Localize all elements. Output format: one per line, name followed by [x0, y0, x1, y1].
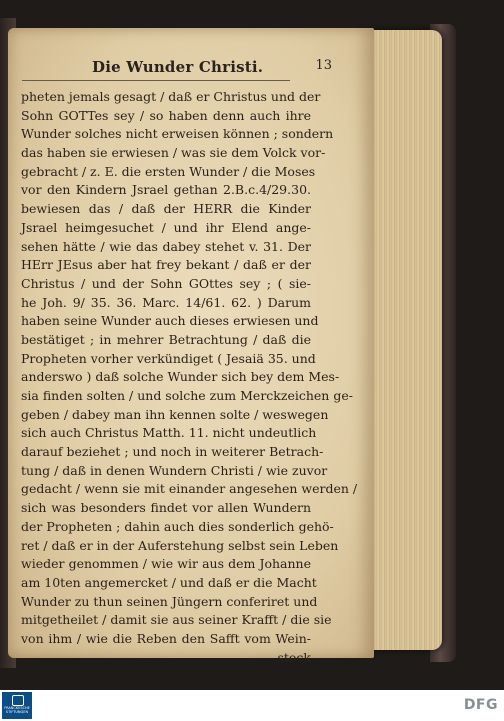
text-line: wieder genommen / wie wir aus dem Johanne — [21, 556, 311, 572]
footer-band — [0, 690, 504, 721]
body-text — [21, 88, 358, 667]
text-line: Propheten vorher verkündiget ( Jesaiä 35. und — [21, 350, 316, 366]
text-line: stock — [277, 649, 311, 665]
text-line: sehen hätte / wie das dabey stehet v. 31. Der — [21, 238, 311, 254]
text-line: sich was besonders findet vor allen Wundern — [21, 500, 311, 516]
text-line: Jsrael heimgesuchet / und ihr Elend ange- — [21, 219, 311, 235]
page-header — [70, 58, 332, 82]
library-logo-text: FRANCKESCHE STIFTUNGEN — [4, 706, 30, 714]
text-line: anderswo ) daß solche Wunder sich bey dem Mes- — [21, 369, 340, 385]
header-rule — [22, 80, 290, 81]
text-line: gedacht / wenn sie mit einander angesehen werden / — [21, 481, 358, 497]
text-line: Christus / und der Sohn GOttes sey ; ( sie- — [21, 275, 311, 291]
text-line: bestätiget ; in mehrer Betrachtung / daß die — [21, 331, 311, 347]
text-line: pheten jemals gesagt / daß er Christus und der — [21, 89, 321, 104]
page-number: 13 — [315, 58, 332, 73]
text-line: Sohn GOTTes sey / so haben denn auch ihre — [21, 107, 311, 123]
text-line: geben / dabey man ihn kennen solte / weswegen — [21, 406, 329, 422]
text-line: HErr JEsus aber hat frey bekant / daß er der — [21, 257, 311, 273]
text-line: Wunder zu thun seinen Jüngern conferiret und — [21, 593, 318, 609]
text-line: bewiesen das / daß der HERR die Kinder — [21, 201, 311, 217]
text-line: darauf beziehet ; und noch in weiterer Betrach- — [21, 444, 324, 460]
text-line: der Propheten ; dahin auch dies sonderlich gehö- — [21, 518, 334, 534]
text-line: he Joh. 9/ 35. 36. Marc. 14/61. 62. ) Darum — [21, 294, 311, 310]
library-emblem-icon — [12, 695, 24, 706]
text-line: sia finden solten / und solche zum Merckzeichen ge- — [21, 388, 353, 403]
text-line: mitgetheilet / damit sie aus seiner Krafft / die sie — [21, 612, 332, 628]
text-line: vor den Kindern Jsrael gethan 2.B.c.4/29.30. — [21, 182, 311, 198]
text-line: von ihm / wie die Reben den Safft vom Wein- — [21, 630, 311, 646]
text-line: am 10ten angemercket / und daß er die Macht — [21, 574, 317, 590]
text-line: ret / daß er in der Auferstehung selbst sein Leben — [21, 537, 339, 553]
text-line: Wunder solches nicht erweisen können ; sondern — [21, 126, 334, 142]
running-title: Die Wunder Christi. — [92, 58, 264, 76]
text-line: tung / daß in denen Wundern Christi / wie zuvor — [21, 462, 328, 478]
text-line: haben seine Wunder auch dieses erwiesen und — [21, 313, 319, 329]
text-line: gebracht / z. E. die ersten Wunder / die Moses — [21, 163, 316, 179]
text-line: das haben sie erwiesen / was sie dem Volck vor- — [21, 145, 326, 161]
dfg-logo: DFG — [463, 697, 498, 713]
text-line: sich auch Christus Matth. 11. nicht undeutlich — [21, 425, 317, 441]
library-logo — [2, 692, 32, 719]
